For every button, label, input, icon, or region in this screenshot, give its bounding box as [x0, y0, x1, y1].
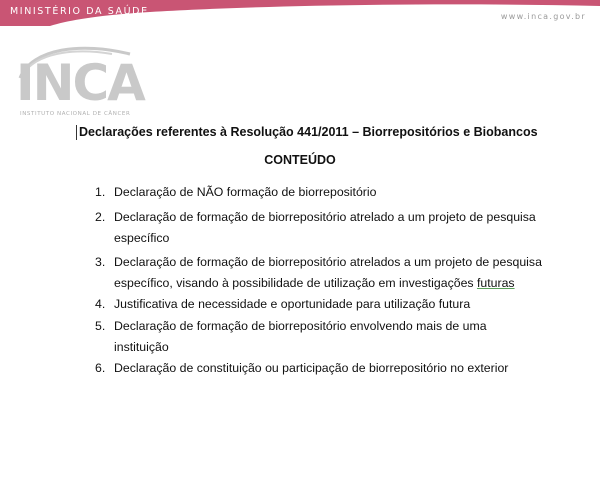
ministry-label: MINISTÉRIO DA SAÚDE — [10, 6, 149, 17]
item-text-continued: específico — [114, 230, 170, 245]
list-item — [95, 182, 376, 203]
item-number: 1. — [95, 185, 106, 199]
logo-subtitle: INSTITUTO NACIONAL DE CÂNCER — [20, 111, 131, 117]
item-number: 2. — [95, 210, 106, 224]
list-item — [95, 207, 536, 248]
item-text: Declaração de NÃO formação de biorrepositório — [114, 185, 377, 199]
item-text-continued — [95, 273, 542, 294]
list-item — [95, 316, 487, 357]
item-text-continued: instituição — [114, 339, 169, 354]
logo-wordmark: INCA — [16, 54, 144, 112]
list-item — [95, 252, 542, 293]
item-text: Declaração de constituição ou participação de biorrepositório no exterior — [114, 361, 509, 375]
list-item — [95, 294, 470, 315]
item-number: 3. — [95, 255, 106, 269]
item-number: 5. — [95, 319, 106, 333]
inca-logo — [12, 40, 152, 120]
item-text: Declaração de formação de biorrepositório envolvendo mais de uma — [114, 319, 487, 333]
website-url: www.inca.gov.br — [500, 12, 586, 21]
section-heading: CONTEÚDO — [264, 153, 336, 167]
item-text-continued-plain: específico, visando à possibilidade de utilização em investigações — [114, 275, 477, 290]
item-text: Declaração de formação de biorrepositório atrelado a um projeto de pesquisa — [114, 210, 536, 224]
document-title: Declarações referentes à Resolução 441/2011 – Biorrepositórios e Biobancos — [76, 125, 538, 140]
item-number: 4. — [95, 297, 106, 311]
item-text-underlined: futuras — [476, 275, 515, 290]
list-item — [95, 358, 508, 379]
item-text: Declaração de formação de biorrepositório atrelados a um projeto de pesquisa — [114, 255, 542, 269]
item-number: 6. — [95, 361, 106, 375]
item-text: Justificativa de necessidade e oportunidade para utilização futura — [114, 297, 471, 311]
